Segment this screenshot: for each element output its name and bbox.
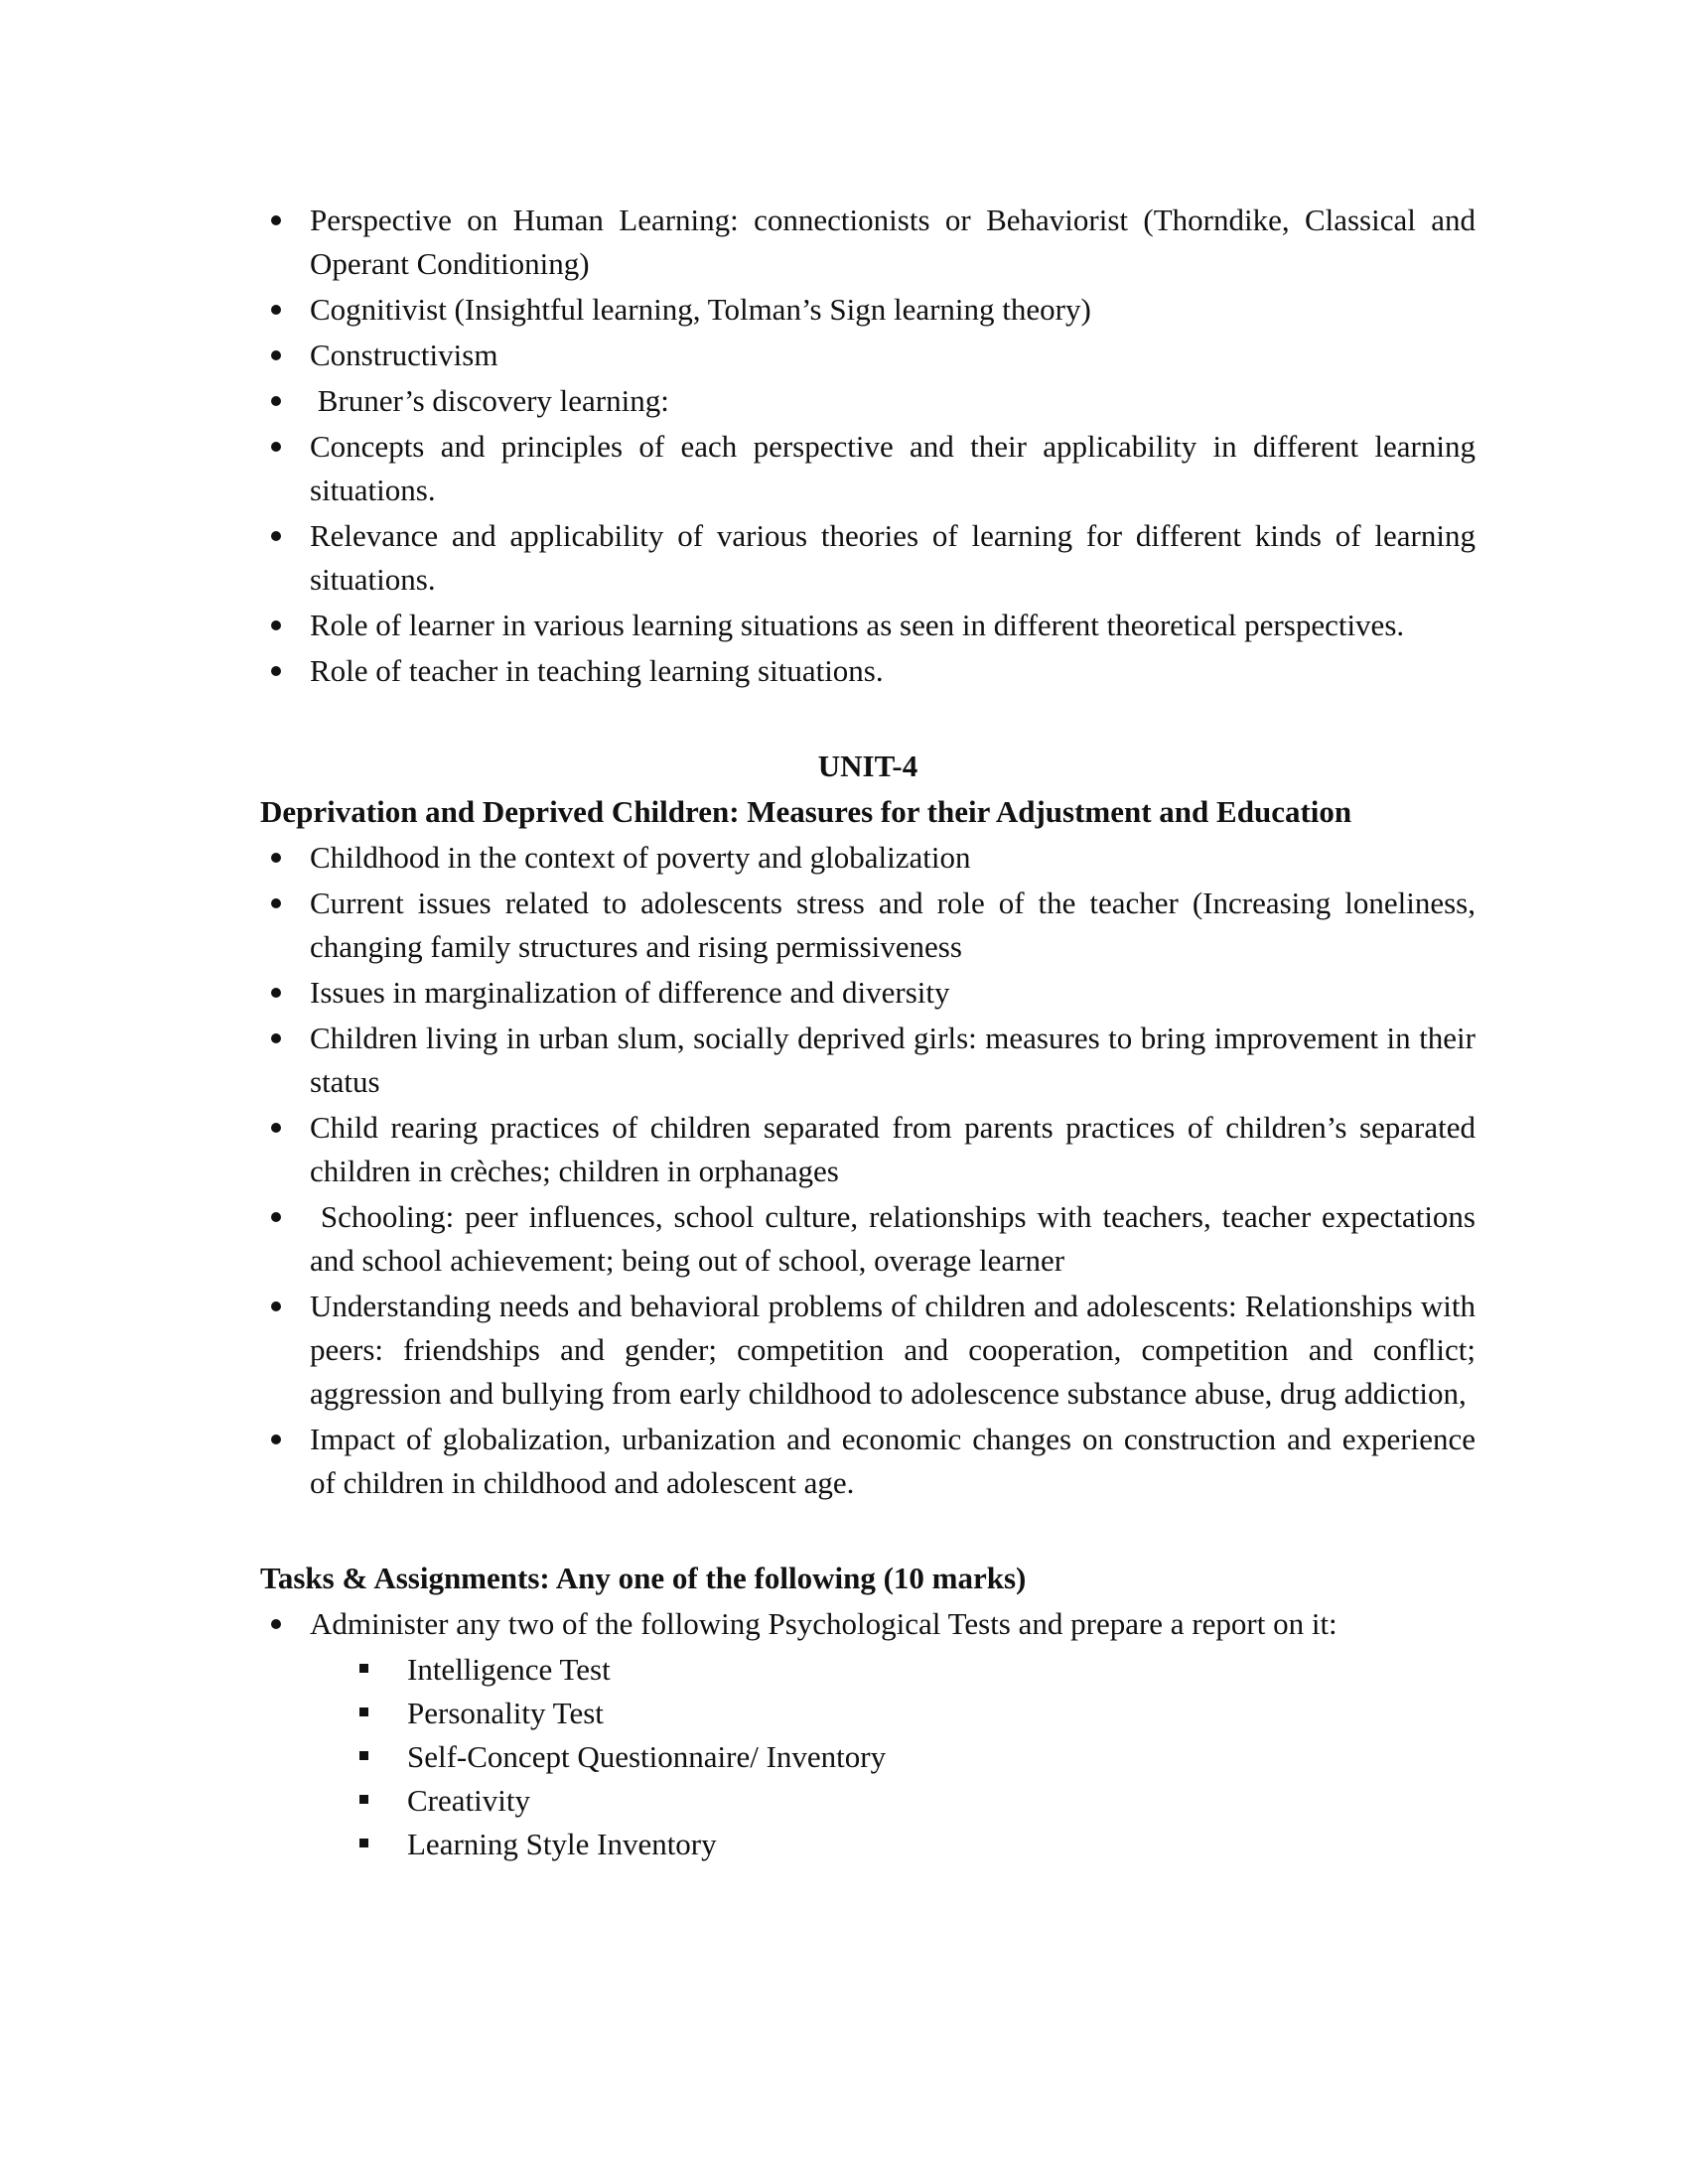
unit-title: UNIT-4 bbox=[817, 749, 918, 783]
bullet-icon bbox=[271, 620, 281, 630]
bullet-icon bbox=[271, 305, 281, 315]
bullet-icon bbox=[271, 350, 281, 360]
bullet-icon bbox=[271, 1212, 281, 1222]
square-bullet-icon bbox=[359, 1751, 368, 1760]
bullet-icon bbox=[271, 1619, 281, 1629]
list-item: Learning Style Inventory bbox=[359, 1823, 1476, 1866]
list-item: Constructivism bbox=[260, 334, 1476, 377]
bullet-icon bbox=[271, 396, 281, 406]
list-item: Administer any two of the following Psychological Tests and prepare a report on it: bbox=[260, 1602, 1476, 1646]
list-item: Creativity bbox=[359, 1779, 1476, 1823]
square-bullet-icon bbox=[359, 1839, 368, 1847]
list-item: Children living in urban slum, socially deprived girls: measures to bring improvement in their status bbox=[260, 1017, 1476, 1104]
bullet-icon bbox=[271, 1123, 281, 1133]
list-item: Understanding needs and behavioral problems of children and adolescents: Relationships with peers: friendships and gender; competition and cooperation, competition and conflict; aggression and bullying from early childhood to adolescence substance abuse, drug addiction, bbox=[260, 1285, 1476, 1416]
list-item: Perspective on Human Learning: connectionists or Behaviorist (Thorndike, Classical and Operant Conditioning) bbox=[260, 199, 1476, 286]
list-item: Impact of globalization, urbanization and economic changes on construction and experience of children in childhood and adolescent age. bbox=[260, 1418, 1476, 1505]
list-item: Personality Test bbox=[359, 1692, 1476, 1735]
bullet-icon bbox=[271, 442, 281, 452]
list-item: Bruner’s discovery learning: bbox=[260, 379, 1476, 423]
bullet-icon bbox=[271, 898, 281, 908]
bullet-icon bbox=[271, 215, 281, 225]
square-bullet-icon bbox=[359, 1664, 368, 1673]
list-item: Intelligence Test bbox=[359, 1648, 1476, 1692]
unit4-topics-list bbox=[260, 836, 1483, 1505]
list-item: Cognitivist (Insightful learning, Tolman’s Sign learning theory) bbox=[260, 288, 1476, 332]
bullet-icon bbox=[271, 988, 281, 998]
list-item: Role of teacher in teaching learning situations. bbox=[260, 649, 1476, 693]
learning-perspectives-list bbox=[260, 199, 1476, 693]
tasks-list bbox=[260, 1602, 1476, 1646]
page-content bbox=[260, 199, 1483, 1866]
square-bullet-icon bbox=[359, 1707, 368, 1716]
list-item: Childhood in the context of poverty and globalization bbox=[260, 836, 1476, 880]
list-item: Role of learner in various learning situations as seen in different theoretical perspectives. bbox=[260, 604, 1476, 647]
list-item: Current issues related to adolescents stress and role of the teacher (Increasing loneliness, changing family structures and rising permissiveness bbox=[260, 882, 1476, 969]
psychological-tests-list bbox=[359, 1648, 1476, 1866]
bullet-icon bbox=[271, 1301, 281, 1311]
bullet-icon bbox=[271, 1434, 281, 1444]
section-heading: Deprivation and Deprived Children: Measures for their Adjustment and Education bbox=[260, 794, 1352, 829]
list-item: Relevance and applicability of various theories of learning for different kinds of learning situations. bbox=[260, 514, 1476, 602]
list-item: Issues in marginalization of difference and diversity bbox=[260, 971, 1476, 1015]
list-item: Schooling: peer influences, school culture, relationships with teachers, teacher expectations and school achievement; being out of school, overage learner bbox=[260, 1195, 1476, 1283]
list-item: Concepts and principles of each perspective and their applicability in different learning situations. bbox=[260, 425, 1476, 512]
bullet-icon bbox=[271, 1033, 281, 1043]
bullet-icon bbox=[271, 531, 281, 541]
list-item: Self-Concept Questionnaire/ Inventory bbox=[359, 1735, 1476, 1779]
square-bullet-icon bbox=[359, 1795, 368, 1804]
list-item: Child rearing practices of children separated from parents practices of children’s separated children in crèches; children in orphanages bbox=[260, 1106, 1476, 1193]
bullet-icon bbox=[271, 853, 281, 863]
tasks-heading: Tasks & Assignments: Any one of the following (10 marks) bbox=[260, 1561, 1027, 1595]
bullet-icon bbox=[271, 666, 281, 676]
